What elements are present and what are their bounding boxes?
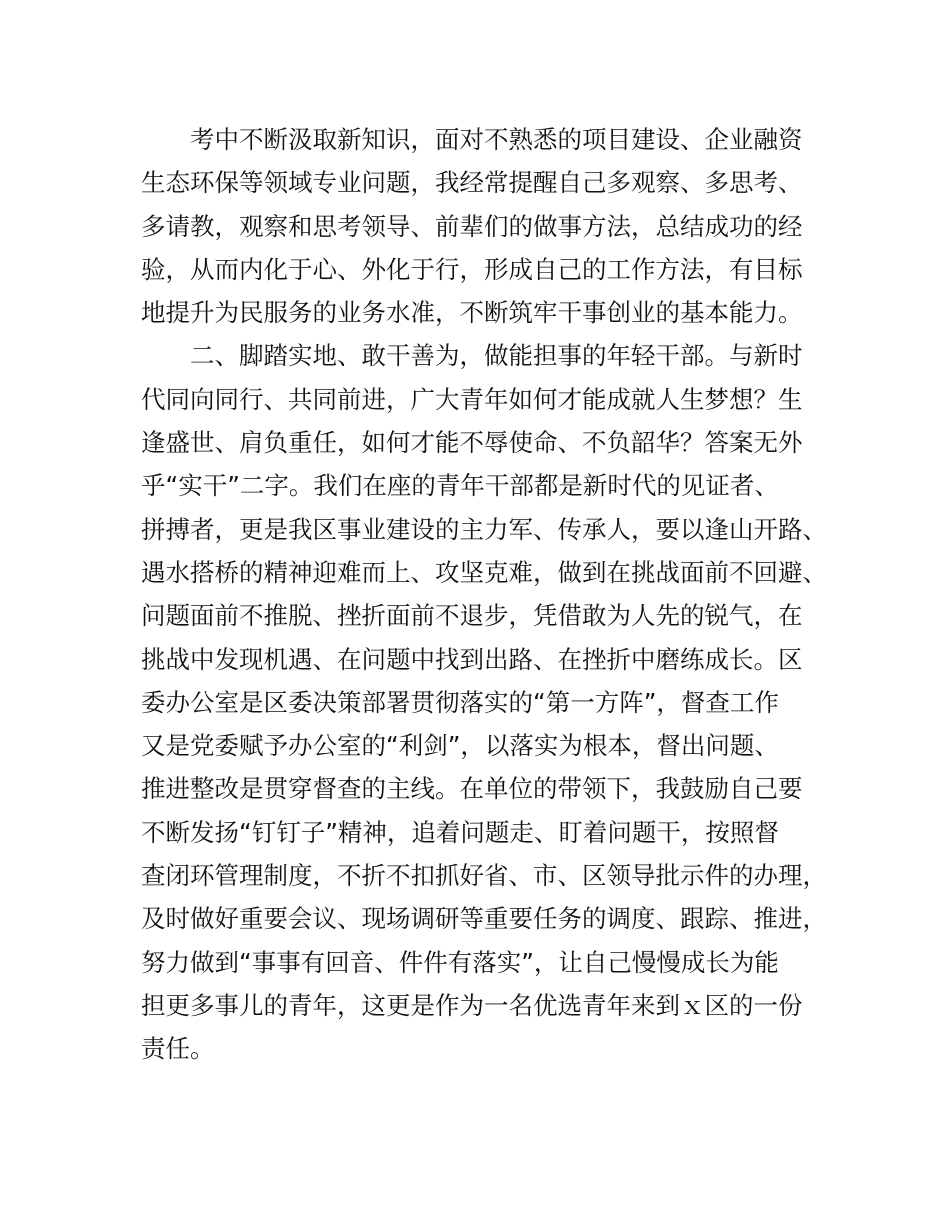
text-line: 考中不断汲取新知识，面对不熟悉的项目建设、企业融资	[190, 125, 803, 154]
text-line: 委办公室是区委决策部署贯彻落实的“第一方阵”，督查工作	[141, 687, 779, 717]
text-line: 遇水搭桥的精神迎难而上、攻坚克难，做到在挑战面前不回避、	[141, 557, 827, 587]
text-line: 问题面前不推脱、挫折面前不退步，凭借敢为人先的锐气，在	[141, 601, 803, 631]
text-line: 查闭环管理制度，不折不扣抓好省、市、区领导批示件的办理，	[141, 861, 827, 891]
text-line: 多请教，观察和思考领导、前辈们的做事方法，总结成功的经	[141, 211, 803, 241]
document-body	[141, 118, 841, 1071]
text-line: 逢盛世、肩负重任，如何才能不辱使命、不负韶华？答案无外	[141, 428, 803, 458]
text-line: 挑战中发现机遇、在问题中找到出路、在挫折中磨练成长。区	[141, 644, 803, 674]
text-line: 又是党委赋予办公室的“利剑”，以落实为根本，督出问题、	[141, 731, 779, 761]
text-line: 及时做好重要会议、现场调研等重要任务的调度、跟踪、推进，	[141, 904, 827, 934]
text-line: 责任。	[141, 1034, 215, 1064]
text-line: 推进整改是贯穿督查的主线。在单位的带领下，我鼓励自己要	[141, 774, 803, 804]
text-line: 担更多事儿的青年，这更是作为一名优选青年来到ｘ区的一份	[141, 990, 803, 1020]
text-line: 拼搏者，更是我区事业建设的主力军、传承人，要以逢山开路、	[141, 514, 827, 544]
text-line: 乎“实干”二字。我们在座的青年干部都是新时代的见证者、	[141, 471, 779, 501]
text-line: 二、脚踏实地、敢干善为，做能担事的年轻干部。与新时	[190, 341, 803, 371]
text-line: 代同向同行、共同前进，广大青年如何才能成就人生梦想？生	[141, 384, 803, 414]
text-line: 不断发扬“钉钉子”精神，追着问题走、盯着问题干，按照督	[141, 817, 779, 847]
text-line: 地提升为民服务的业务水准，不断筑牢干事创业的基本能力。	[141, 298, 803, 328]
text-line: 生态环保等领域专业问题，我经常提醒自己多观察、多思考、	[141, 168, 803, 198]
text-line: 验，从而内化于心、外化于行，形成自己的工作方法，有目标	[141, 254, 803, 284]
text-line: 努力做到“事事有回音、件件有落实”，让自己慢慢成长为能	[141, 947, 779, 977]
